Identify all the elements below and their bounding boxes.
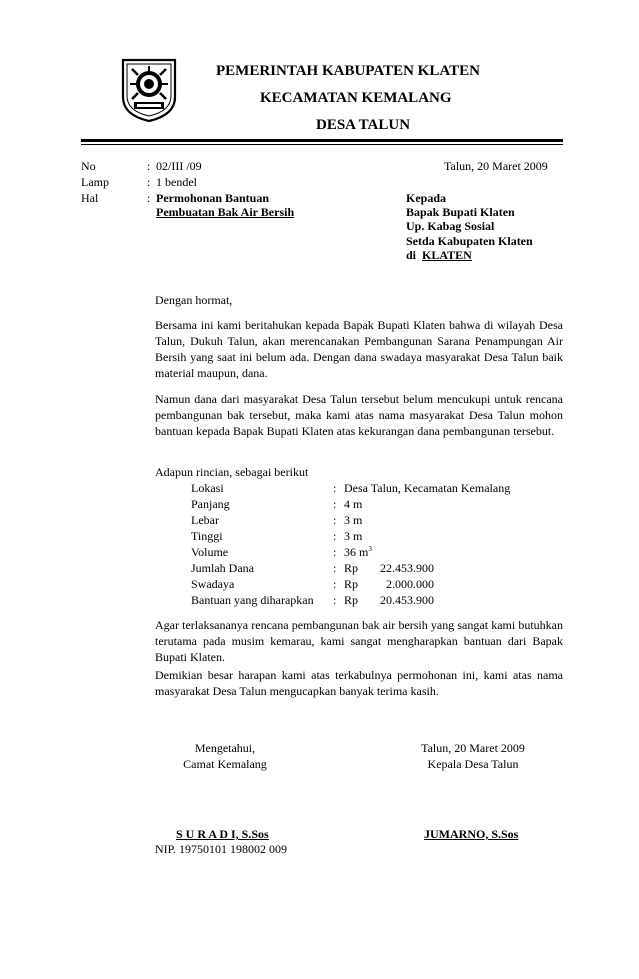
meta-lamp-label: Lamp — [81, 175, 109, 189]
detail-amount-bantuan: 20.453.900 — [380, 593, 434, 607]
detail-amount-jumlah-dana: 22.453.900 — [380, 561, 434, 575]
detail-label-swadaya: Swadaya — [191, 577, 235, 591]
letterhead-rule-thick — [81, 139, 563, 142]
paragraph-4: Demikian besar harapan kami atas terkabulnya permohonan ini, kami atas nama masyarakat Desa Talun mengucapkan banyak terima kasih. — [155, 668, 563, 698]
meta-no-value: 02/III /09 — [156, 159, 202, 173]
detail-amount-swadaya: 2.000.000 — [386, 577, 434, 591]
header-government: PEMERINTAH KABUPATEN KLATEN — [216, 63, 480, 79]
paragraph-1: Bersama ini kami beritahukan kepada Bapak Bupati Klaten bahwa di wilayah Desa Talun, Dukuh Talun, akan merencanakan Pembangunan Sarana Penampungan Air Bersih yang saat ini belum ada. Dengan dana swadaya masyarakat Desa Talun baik material maupun, dana. — [155, 318, 563, 380]
meta-no-sep: : — [147, 159, 151, 173]
detail-label-tinggi: Tinggi — [191, 529, 223, 543]
detail-sep: : — [333, 529, 337, 543]
signature-left-line-2: Camat Kemalang — [183, 757, 267, 771]
volume-superscript: 3 — [368, 545, 372, 553]
greeting: Dengan hormat, — [155, 293, 233, 307]
detail-sep: : — [333, 561, 337, 575]
detail-sep: : — [333, 513, 337, 527]
recipient-place: KLATEN — [422, 248, 472, 262]
detail-label-lokasi: Lokasi — [191, 481, 224, 495]
detail-label-panjang: Panjang — [191, 497, 230, 511]
header-village: DESA TALUN — [316, 117, 411, 133]
signature-right-line-2: Kepala Desa Talun — [427, 757, 519, 771]
detail-sep: : — [333, 545, 337, 559]
paragraph-2: Namun dana dari masyarakat Desa Talun tersebut belum mencukupi untuk rencana pembangunan bak tersebut, maka kami atas nama masyarakat Desa Talun mohon bantuan kepada Bapak Bupati Klaten atas kekurangan dana pembangunan tersebut. — [155, 392, 563, 438]
detail-label-lebar: Lebar — [191, 513, 219, 527]
signature-left-name: S U R A D I, S.Sos — [176, 827, 269, 841]
meta-lamp-sep: : — [147, 175, 151, 189]
recipient-line-5 — [406, 248, 472, 262]
detail-value-lebar: 3 m — [344, 513, 363, 527]
detail-currency: Rp — [344, 593, 359, 607]
meta-no-label: No — [81, 159, 96, 173]
detail-value-volume — [344, 545, 372, 560]
detail-label-bantuan: Bantuan yang diharapkan — [191, 593, 314, 607]
recipient-line-3: Up. Kabag Sosial — [406, 219, 495, 233]
meta-hal-label: Hal — [81, 191, 99, 205]
detail-currency: Rp — [344, 577, 359, 591]
detail-sep: : — [333, 593, 337, 607]
meta-lamp-value: 1 bendel — [156, 175, 197, 189]
signature-left-nip: NIP. 19750101 198002 009 — [155, 842, 288, 856]
detail-sep: : — [333, 481, 337, 495]
meta-hal-value-1: Permohonan Bantuan — [156, 191, 270, 205]
detail-value-tinggi: 3 m — [344, 529, 363, 543]
signature-left-line-1: Mengetahui, — [194, 741, 256, 755]
recipient-line-4: Setda Kabupaten Klaten — [406, 234, 533, 248]
meta-hal-sep: : — [147, 191, 151, 205]
meta-place-date: Talun, 20 Maret 2009 — [444, 159, 548, 173]
volume-value: 36 m — [344, 545, 369, 559]
recipient-line-1: Kepada — [406, 191, 447, 205]
paragraph-3: Agar terlaksananya rencana pembangunan bak air bersih yang sangat kami butuhkan terutama pada musim kemarau, kami sangat mengharapkan bantuan dari Bapak Bupati Klaten. — [155, 618, 563, 664]
header-district: KECAMATAN KEMALANG — [260, 90, 452, 106]
letterhead-rule-thin — [81, 144, 563, 145]
detail-value-panjang: 4 m — [344, 497, 363, 511]
signature-right-line-1: Talun, 20 Maret 2009 — [421, 741, 525, 755]
meta-hal-value-2: Pembuatan Bak Air Bersih — [156, 205, 295, 219]
signature-right-name: JUMARNO, S.Sos — [424, 827, 519, 841]
detail-label-jumlah-dana: Jumlah Dana — [191, 561, 254, 575]
recipient-prefix: di — [406, 248, 417, 262]
detail-label-volume: Volume — [191, 545, 229, 559]
recipient-line-2: Bapak Bupati Klaten — [406, 205, 515, 219]
detail-sep: : — [333, 497, 337, 511]
detail-sep: : — [333, 577, 337, 591]
detail-value-lokasi: Desa Talun, Kecamatan Kemalang — [344, 481, 511, 495]
details-intro: Adapun rincian, sebagai berikut — [155, 465, 309, 479]
klaten-regency-emblem-icon — [120, 57, 178, 123]
detail-currency: Rp — [344, 561, 359, 575]
